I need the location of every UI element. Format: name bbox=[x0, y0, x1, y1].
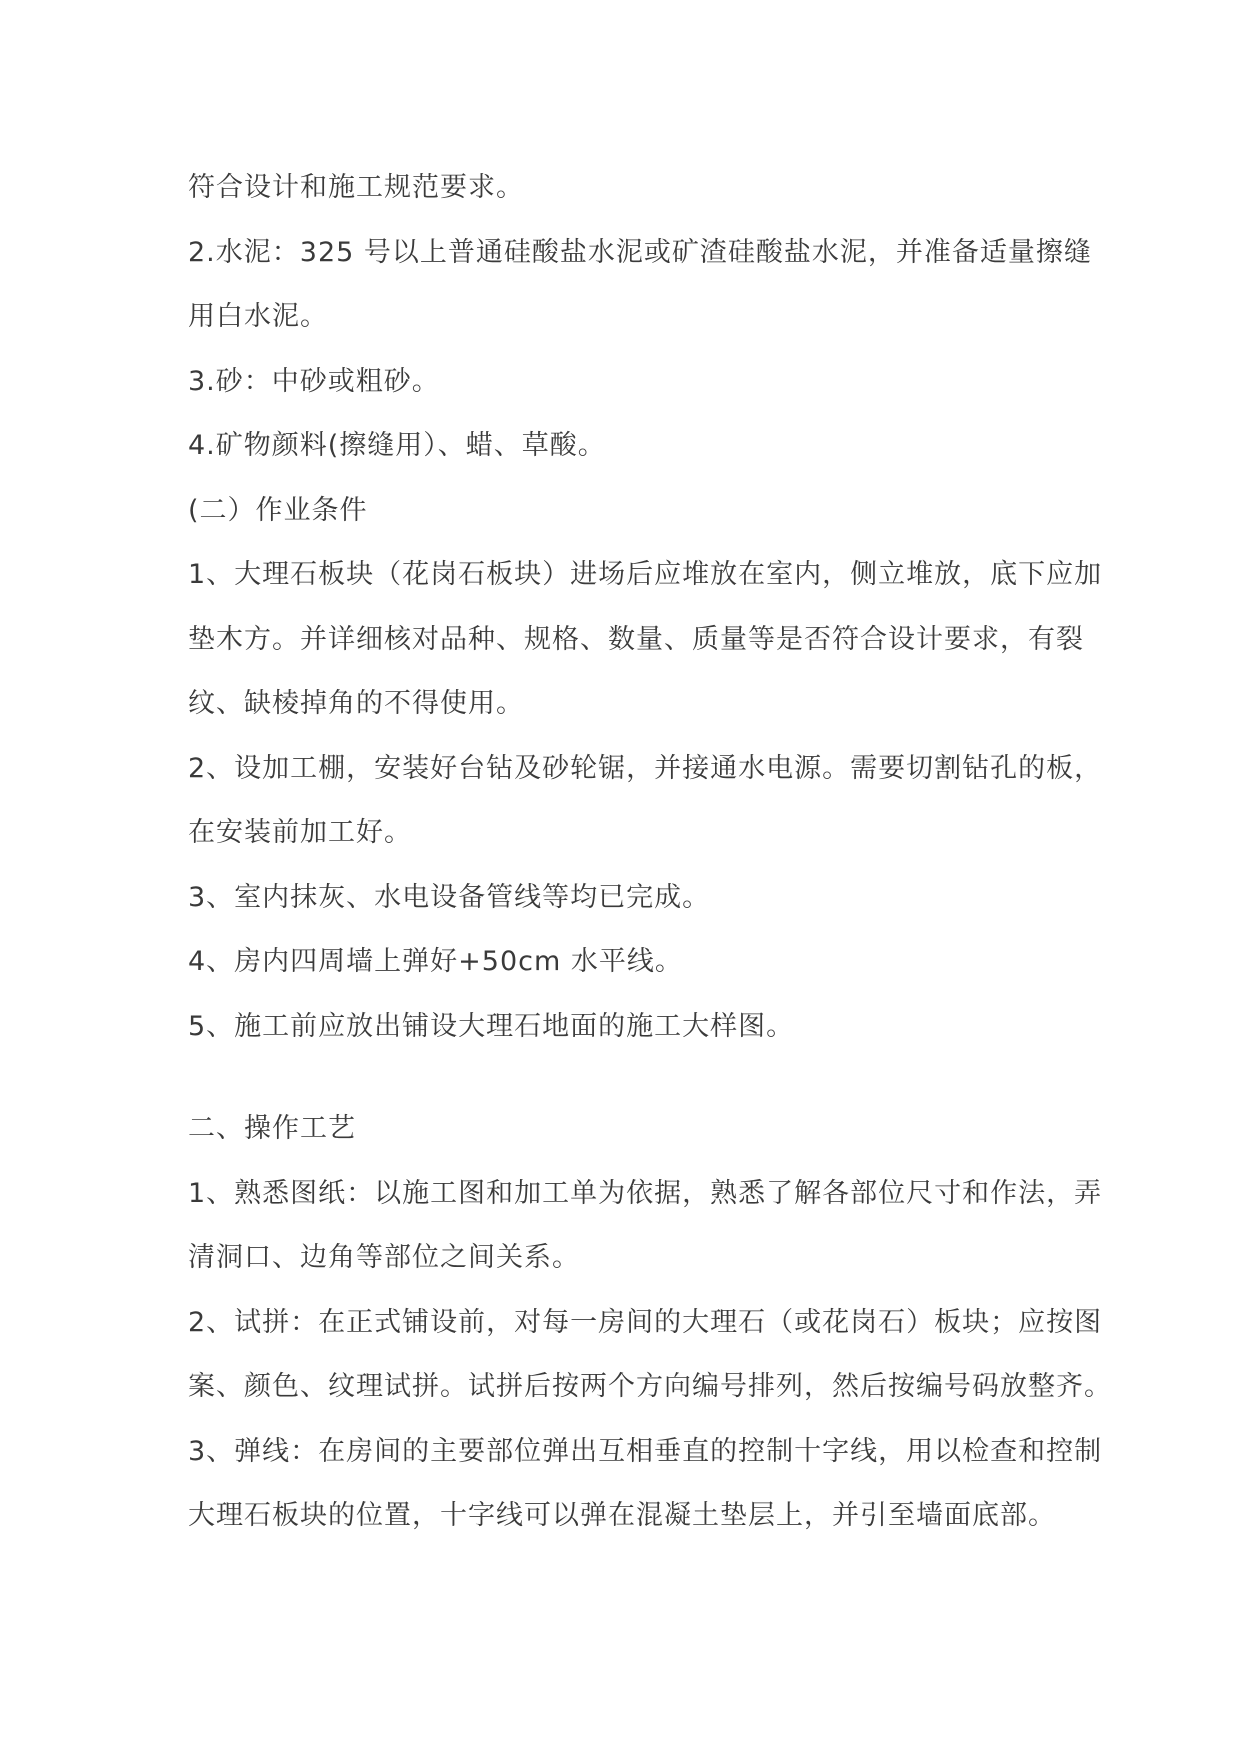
paragraph-process-1: 1、熟悉图纸：以施工图和加工单为依据，熟悉了解各部位尺寸和作法，弄清洞口、边角等部位之间关系。 bbox=[188, 1177, 1103, 1273]
document-body bbox=[188, 156, 1113, 1549]
paragraph-condition-2: 2、设加工棚，安装好台钻及砂轮锯，并接通水电源。需要切割钻孔的板，在安装前加工好。 bbox=[188, 752, 1103, 848]
section-spacer bbox=[188, 1059, 1113, 1097]
paragraph-condition-4: 4、房内四周墙上弹好+50cm 水平线。 bbox=[188, 946, 683, 977]
paragraph-sand: 3.砂：中砂或粗砂。 bbox=[188, 365, 440, 397]
section-heading-work-conditions: (二）作业条件 bbox=[188, 494, 368, 526]
paragraph-condition-5: 5、施工前应放出铺设大理石地面的施工大样图。 bbox=[188, 1010, 795, 1042]
section-heading-process: 二、操作工艺 bbox=[188, 1113, 356, 1144]
paragraph-process-2: 2、试拼：在正式铺设前，对每一房间的大理石（或花岗石）板块；应按图案、颜色、纹理试拼。试拼后按两个方向编号排列，然后按编号码放整齐。 bbox=[188, 1306, 1112, 1402]
paragraph-cement: 2.水泥：325 号以上普通硅酸盐水泥或矿渣硅酸盐水泥，并准备适量擦缝用白水泥。 bbox=[188, 236, 1092, 332]
paragraph-pigment: 4.矿物颜料(擦缝用）、蜡、草酸。 bbox=[188, 430, 606, 461]
paragraph-process-3: 3、弹线：在房间的主要部位弹出互相垂直的控制十字线，用以检查和控制大理石板块的位置，十字线可以弹在混凝土垫层上，并引至墙面底部。 bbox=[188, 1435, 1103, 1531]
paragraph-condition-3: 3、室内抹灰、水电设备管线等均已完成。 bbox=[188, 881, 711, 913]
paragraph-continuation: 符合设计和施工规范要求。 bbox=[188, 172, 524, 203]
paragraph-condition-1: 1、大理石板块（花岗石板块）进场后应堆放在室内，侧立堆放，底下应加垫木方。并详细核对品种、规格、数量、质量等是否符合设计要求，有裂纹、缺棱掉角的不得使用。 bbox=[188, 559, 1103, 719]
